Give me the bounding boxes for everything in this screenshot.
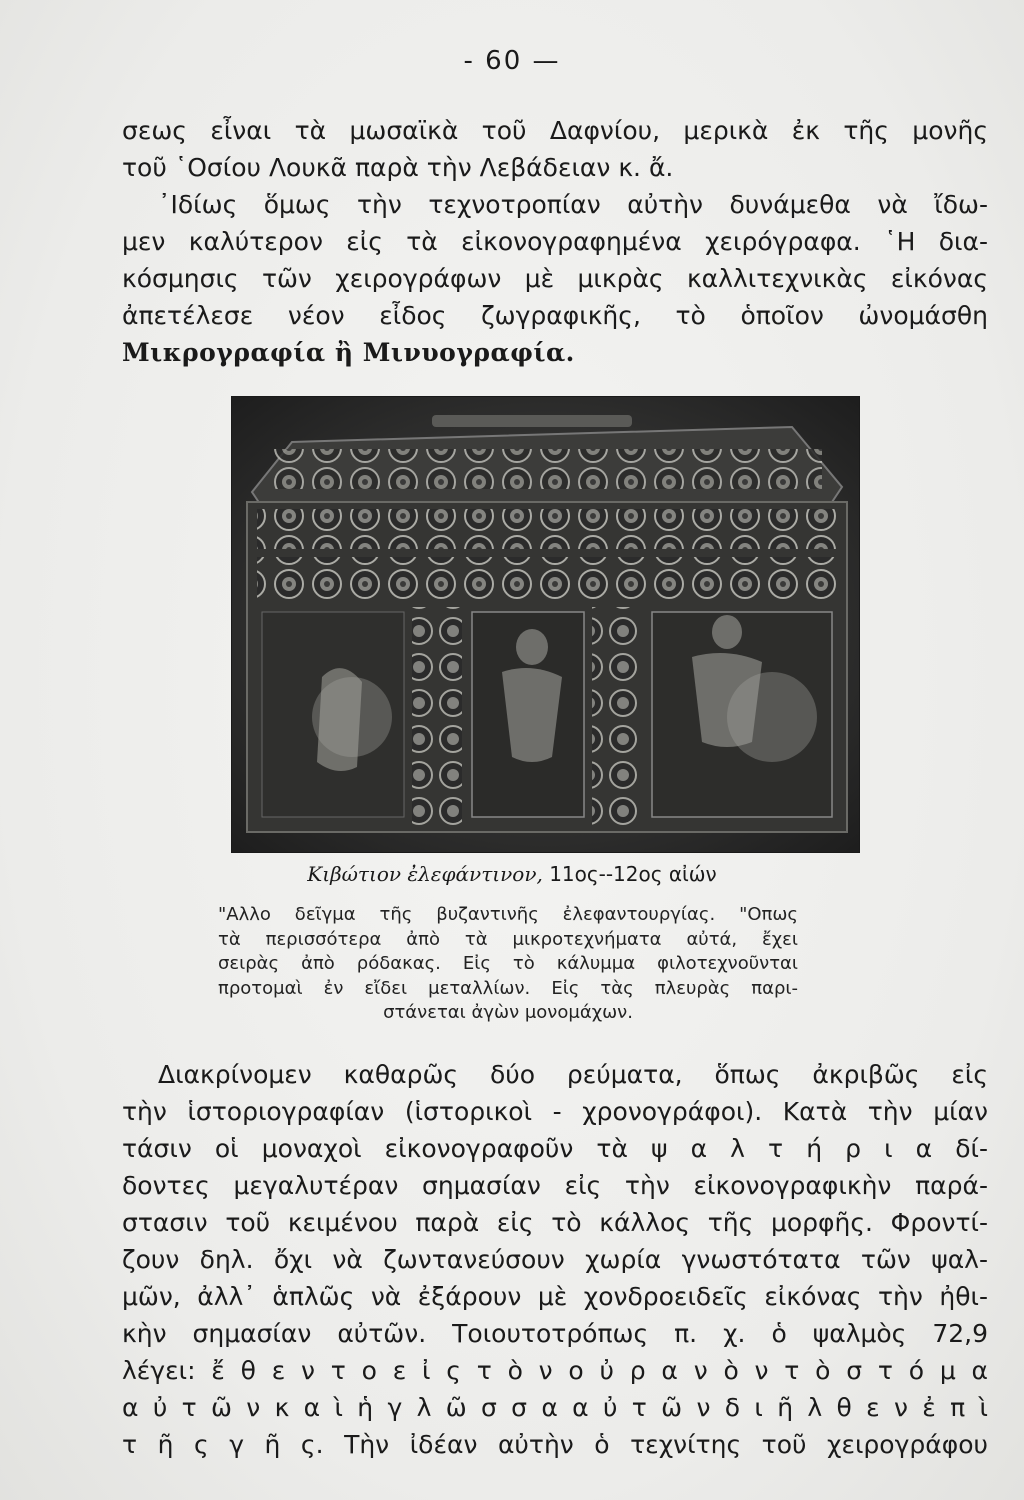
text-line: ᾿Ιδίως ὅμως τὴν τεχνοτροπίαν αὐτὴν δυνάμεθα νὰ ἴδω- (158, 190, 988, 219)
caption-title-date: 11ος--12ος αἰών (549, 862, 717, 886)
figure-caption-body (218, 903, 798, 1026)
text-line: λέγει: ἔ θ ε ν τ ο ε ἰ ς τ ὸ ν ο ὐ ρ α ν ὸ ν τ ὸ σ τ ό μ α (122, 1356, 988, 1385)
page-number: - 60 — (463, 46, 561, 76)
text-line: στασιν τοῦ κειμένου παρὰ εἰς τὸ κάλλος τῆς μορφῆς. Φροντί- (122, 1208, 988, 1237)
intro-paragraph (122, 112, 988, 371)
text-line: κὴν σημασίαν αὐτῶν. Τοιουτοτρόπως π. χ. ὁ ψαλμὸς 72,9 (122, 1319, 988, 1348)
caption-line: στάνεται ἀγὼν μονομάχων. (383, 1002, 633, 1023)
text-line: τάσιν οἱ μοναχοὶ εἰκονογραφοῦν τὰ ψ α λ τ ή ρ ι α δί- (122, 1134, 988, 1163)
text-line: τὴν ἱστοριογραφίαν (ἱστορικοὶ - χρονογράφοι). Κατὰ τὴν μίαν (122, 1097, 988, 1126)
text-line: τ ῆ ς γ ῆ ς. Τὴν ἰδέαν αὐτὴν ὁ τεχνίτης τοῦ χειρογράφου (122, 1430, 988, 1459)
main-paragraph (122, 1056, 988, 1463)
text-line: κόσμησις τῶν χειρογράφων μὲ μικρὰς καλλιτεχνικὰς εἰκόνας (122, 264, 988, 293)
text-line: μῶν, ἀλλ᾿ ἁπλῶς νὰ ἐξάρουν μὲ χονδροειδεῖς εἰκόνας τὴν ἠθι- (122, 1282, 988, 1311)
text-line: μεν καλύτερον εἰς τὰ εἰκονογραφημένα χειρόγραφα. ῾Η δια- (122, 227, 988, 256)
text-line: ἀπετέλεσε νέον εἶδος ζωγραφικῆς, τὸ ὁποῖον ὠνομάσθη (122, 301, 988, 330)
caption-line: σειρὰς ἀπὸ ρόδακας. Εἰς τὸ κάλυμμα φιλοτεχνοῦνται (218, 953, 798, 974)
text-line: Διακρίνομεν καθαρῶς δύο ρεύματα, ὅπως ἀκριβῶς εἰς (158, 1060, 988, 1089)
caption-title-italic: Κιβώτιον ἐλεφάντινον, (307, 862, 543, 886)
bold-term-line: Μικρογραφία ἢ Μινυογραφία. (122, 338, 575, 367)
figure-caption-title (0, 862, 1024, 886)
text-line: α ὐ τ ῶ ν κ α ὶ ἡ γ λ ῶ σ σ α α ὐ τ ῶ ν δ ι ῆ λ θ ε ν ἐ π ὶ (122, 1393, 988, 1422)
ivory-casket-photo (231, 396, 860, 853)
text-line: τοῦ ῾Οσίου Λουκᾶ παρὰ τὴν Λεβάδειαν κ. ἄ. (122, 153, 674, 182)
text-line: ζουν δηλ. ὄχι νὰ ζωντανεύσουν χωρία γνωστότατα τῶν ψαλ- (122, 1245, 988, 1274)
caption-line: "Αλλο δεῖγμα τῆς βυζαντινῆς ἐλεφαντουργίας. "Οπως (218, 904, 798, 925)
caption-line: τὰ περισσότερα ἀπὸ τὰ μικροτεχνήματα αὐτά, ἔχει (218, 928, 798, 950)
casket-illustration (232, 397, 859, 852)
text-line: σεως εἶναι τὰ μωσαϊκὰ τοῦ Δαφνίου, μερικὰ ἐκ τῆς μονῆς (122, 116, 988, 145)
text-line: δοντες μεγαλυτέραν σημασίαν εἰς τὴν εἰκονογραφικὴν παρά- (122, 1171, 988, 1200)
caption-line: προτομαὶ ἐν εἴδει μεταλλίων. Εἰς τὰς πλευρὰς παρι- (218, 977, 798, 999)
